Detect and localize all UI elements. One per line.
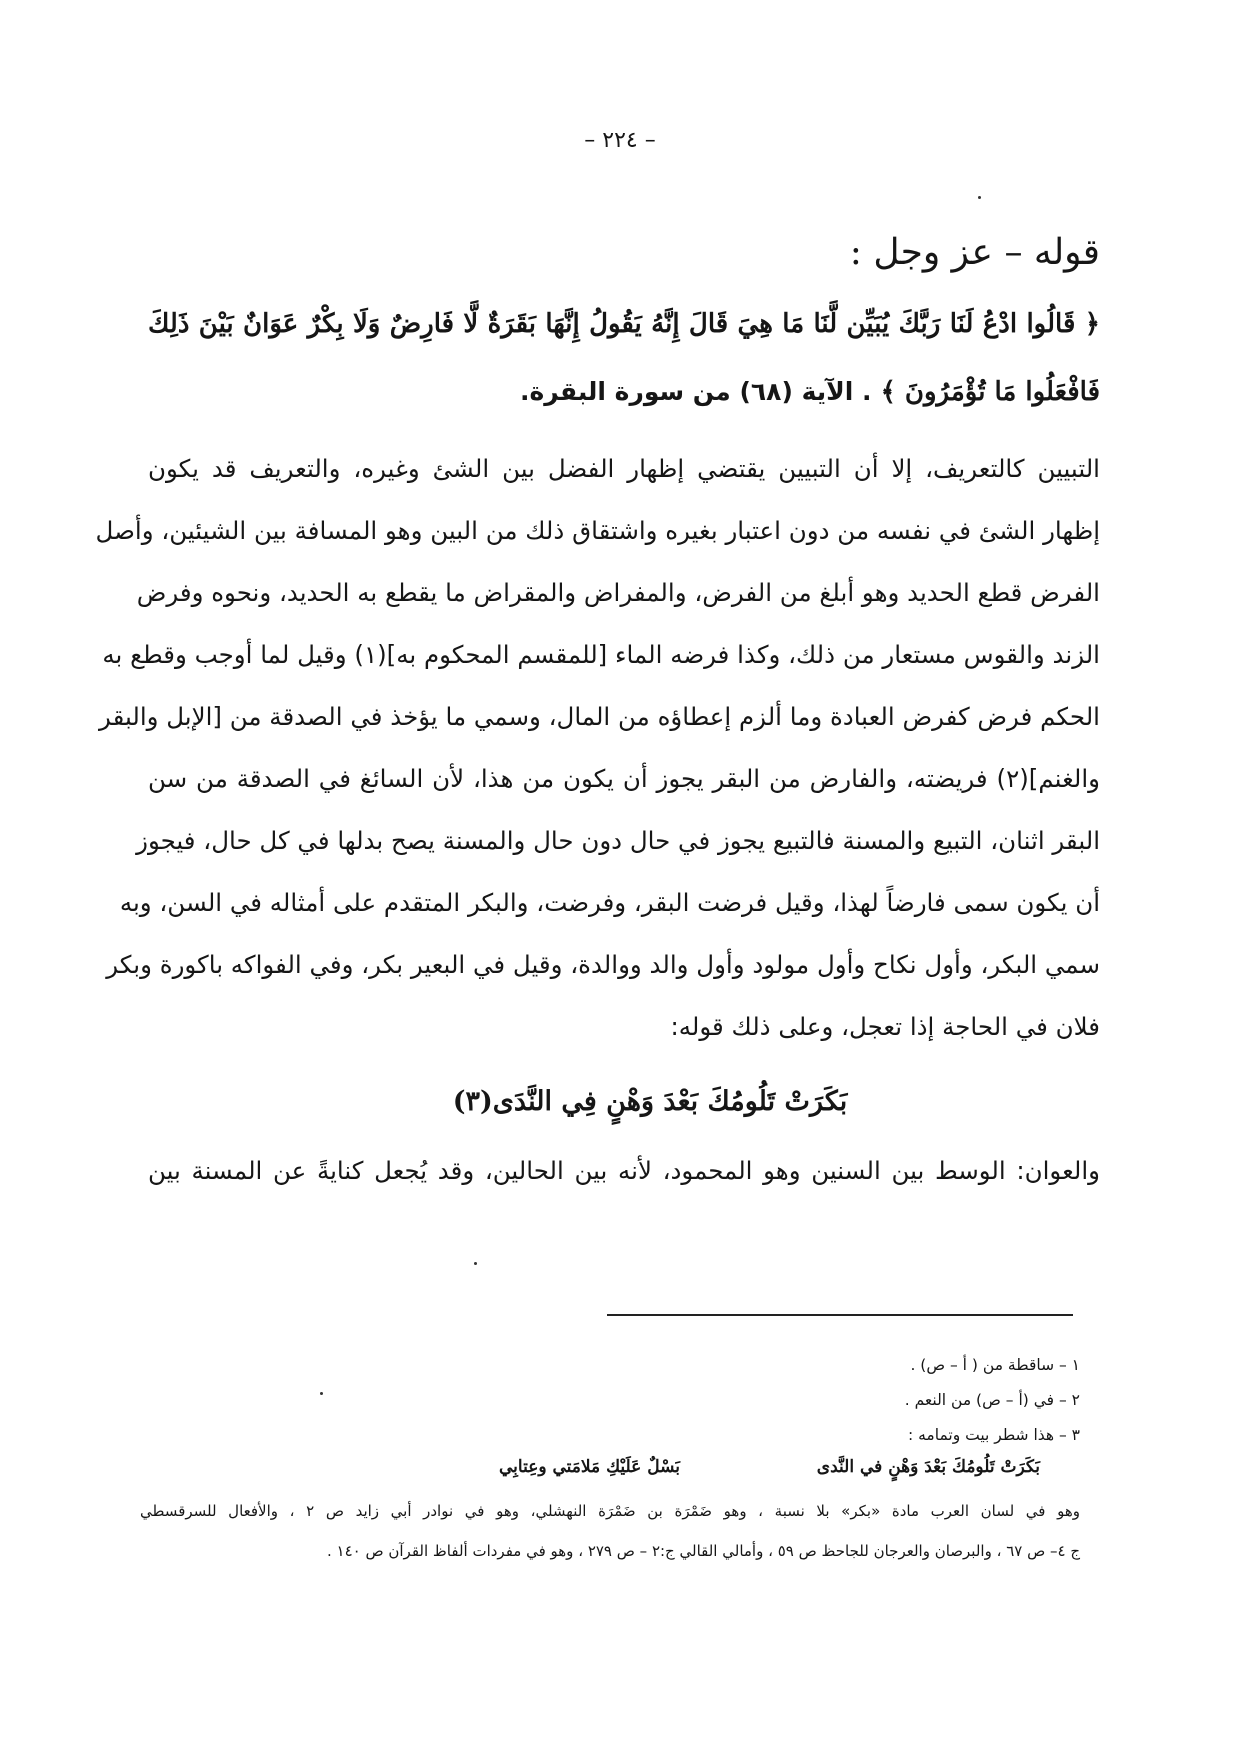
section-heading: قوله – عز وجل :: [849, 232, 1100, 273]
scan-speck: [320, 1392, 323, 1395]
footnote-verse: [140, 1453, 1080, 1491]
verse-reference: . الآية (٦٨) من سورة البقرة.: [520, 377, 872, 406]
verse-first-hemistich: بَكَرَتْ تَلُومُكَ بَعْدَ وَهْنٍ في النَّدى: [816, 1457, 1040, 1477]
body-line: الفرض قطع الحديد وهو أبلغ من الفرض، والمفراض والمقراض ما يقطع به الحديد، ونحوه وفرض: [136, 578, 1100, 607]
verse-text: ﴿ قَالُوا ادْعُ لَنَا رَبَّكَ يُبَيِّن لَّنَا مَا هِيَ قَالَ إِنَّهُ يَقُولُ إِنَّهَا بَقَرَةٌ لَّا فَارِضٌ وَلَا بِكْرٌ عَوَانٌ بَيْنَ ذَلِكَ فَافْعَلُوا مَا تُؤْمَرُونَ ﴾: [148, 309, 1100, 407]
footnote-divider: [607, 1314, 1073, 1316]
body-line: الزند والقوس مستعار من ذلك، وكذا فرضه الماء [للمقسم المحكوم به](١) وقيل لما أوجب وقطع به: [102, 640, 1100, 669]
body-line: فلان في الحاجة إذا تعجل، وعلى ذلك قوله:: [670, 1012, 1100, 1041]
body-line: سمي البكر، وأول نكاح وأول مولود وأول والد ووالدة، وقيل في البعير بكر، وفي الفواكه باكورة وبكر: [106, 950, 1100, 979]
commentary-body: [95, 438, 1100, 1058]
footnote-1: ١ – ساقطة من ( أ – ص) .: [910, 1356, 1080, 1374]
body-line: إظهار الشئ في نفسه من دون اعتبار بغيره واشتقاق ذلك من البين وهو المسافة بين الشيئين، وأصل: [95, 516, 1100, 545]
poem-line: بَكَرَتْ تَلُومُكَ بَعْدَ وَهْنٍ فِي النَّدَى(٣): [452, 1086, 848, 1117]
body-line: أن يكون سمى فارضاً لهذا، وقيل فرضت البقر، وفرضت، والبكر المتقدم على أمثاله في السن، وبه: [119, 888, 1100, 917]
verse-second-hemistich: بَسْلٌ عَلَيْكِ مَلامَتي وعِتابِي: [499, 1457, 680, 1477]
scan-speck: [978, 196, 981, 199]
quran-verse: [148, 290, 1100, 426]
footnote-source-line: وهو في لسان العرب مادة «بكر» بلا نسبة ، وهو ضَمْرَة بن ضَمْرَة النهشلي، وهو في نوادر أبي زايد ص ٢ ، والأفعال للسرقسطي: [140, 1502, 1080, 1520]
footnote-2: ٢ – في (أ – ص) من النعم .: [904, 1391, 1080, 1409]
body-line: والغنم](٢) فريضته، والفارض من البقر يجوز أن يكون من هذا، لأن السائغ في الصدقة من سن: [148, 764, 1100, 793]
body-line: التبيين كالتعريف، إلا أن التبيين يقتضي إظهار الفضل بين الشئ وغيره، والتعريف قد يكون: [148, 454, 1100, 483]
body-line: البقر اثنان، التبيع والمسنة فالتبيع يجوز في حال دون حال والمسنة يصح بدلها في كل حال، فيجوز: [136, 826, 1100, 855]
closing-line: والعوان: الوسط بين السنين وهو المحمود، لأنه بين الحالين، وقد يُجعل كنايةً عن المسنة بين: [148, 1156, 1100, 1185]
body-line: الحكم فرض كفرض العبادة وما ألزم إعطاؤه من المال، وسمي ما يؤخذ في الصدقة من [الإبل والبقر: [99, 702, 1100, 731]
page-number: – ٢٢٤ –: [584, 128, 656, 153]
footnote-source-line: ج ٤– ص ٦٧ ، والبرصان والعرجان للجاحظ ص ٥٩ ، وأمالي القالي ج:٢ – ص ٢٧٩ ، وهو في مفردات ألفاظ القرآن ص ١٤٠ .: [326, 1542, 1080, 1560]
footnotes: [140, 1348, 1080, 1571]
footnote-3: ٣ – هذا شطر بيت وتمامه :: [907, 1426, 1080, 1444]
scan-speck: [474, 1262, 477, 1265]
